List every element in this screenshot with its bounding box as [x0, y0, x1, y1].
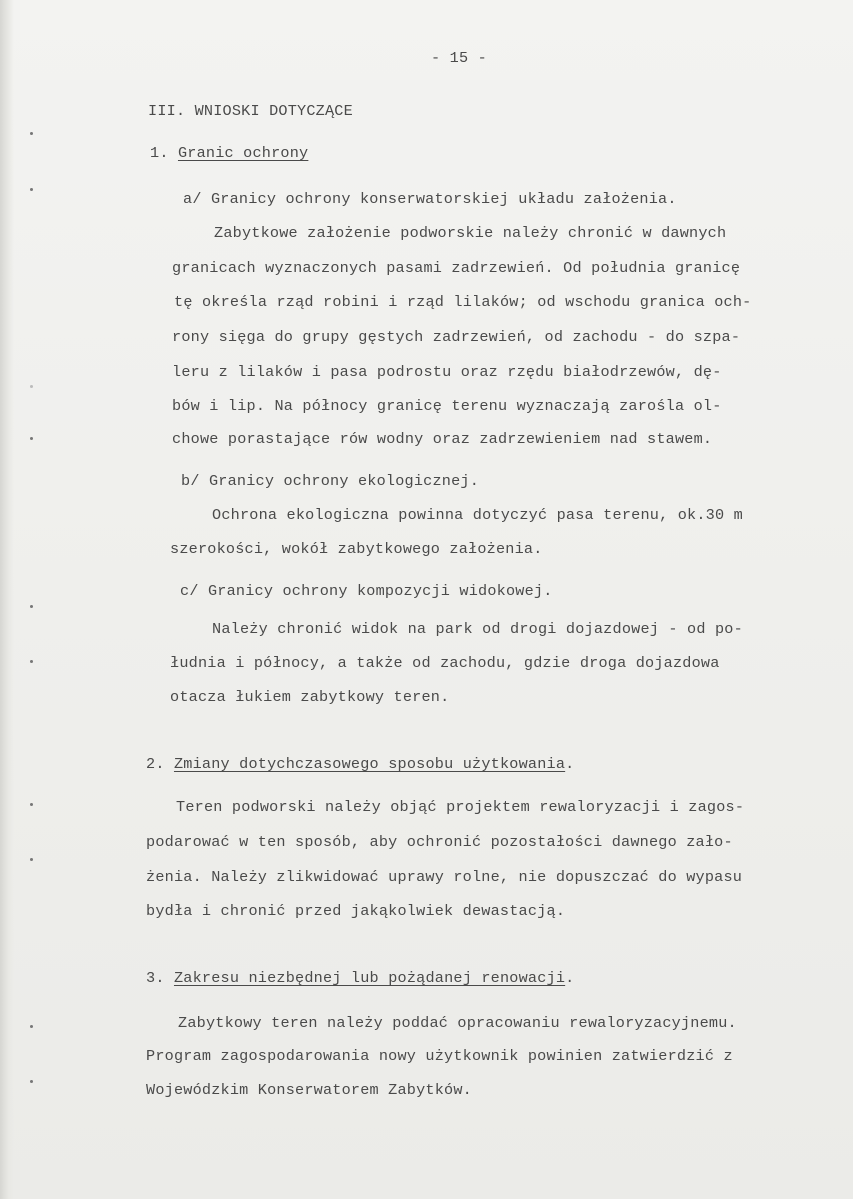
item-2-heading [146, 754, 574, 774]
item-3-title-end: . [565, 969, 575, 987]
sub-b-line: Ochrona ekologiczna powinna dotyczyć pasa terenu, ok.30 m [212, 506, 743, 524]
item-3-title: Zakresu niezbędnej lub pożądanej renowacji [173, 969, 566, 987]
margin-mark [30, 385, 33, 388]
margin-mark [30, 1025, 33, 1028]
sub-a-line: chowe porastające rów wodny oraz zadrzewieniem nad stawem. [172, 430, 713, 448]
margin-mark [30, 660, 33, 663]
item-3-heading [146, 968, 574, 988]
sub-a-line: tę określa rząd robini i rząd lilaków; od wschodu granica och- [174, 293, 752, 311]
sub-a-heading: a/ Granicy ochrony konserwatorskiej układu założenia. [183, 190, 677, 208]
sub-c-line: Należy chronić widok na park od drogi dojazdowej - od po- [212, 620, 743, 638]
page-number: - 15 - [431, 49, 487, 67]
sub-c-heading: c/ Granicy ochrony kompozycji widokowej. [180, 582, 553, 600]
item-1-heading [150, 143, 308, 163]
sub-c-line: łudnia i północy, a także od zachodu, gdzie droga dojazdowa [170, 654, 720, 672]
margin-mark [30, 437, 33, 440]
item-3-line: Zabytkowy teren należy poddać opracowaniu rewaloryzacyjnemu. [178, 1014, 737, 1032]
margin-mark [30, 188, 33, 191]
margin-mark [30, 803, 33, 806]
sub-b-heading: b/ Granicy ochrony ekologicznej. [181, 472, 480, 490]
item-2-title-end: . [565, 755, 575, 773]
item-3-line: Wojewódzkim Konserwatorem Zabytków. [146, 1081, 472, 1099]
item-2-title: Zmiany dotychczasowego sposobu użytkowania [173, 755, 566, 773]
sub-b-line: szerokości, wokół zabytkowego założenia. [170, 540, 543, 558]
item-2-line: bydła i chronić przed jakąkolwiek dewastacją. [146, 902, 566, 920]
section-heading: III. WNIOSKI DOTYCZĄCE [148, 102, 353, 120]
margin-mark [30, 858, 33, 861]
sub-c-line: otacza łukiem zabytkowy teren. [170, 688, 450, 706]
item-1-number: 1. [150, 144, 169, 162]
sub-a-line: Zabytkowe założenie podworskie należy chronić w dawnych [214, 224, 727, 242]
item-1-title: Granic ochrony [177, 144, 309, 162]
margin-mark [30, 605, 33, 608]
margin-mark [30, 132, 33, 135]
sub-a-line: leru z lilaków i pasa podrostu oraz rzędu białodrzewów, dę- [172, 363, 722, 381]
margin-mark [30, 1080, 33, 1083]
item-2-line: Teren podworski należy objąć projektem rewaloryzacji i zagos- [176, 798, 745, 816]
item-2-line: żenia. Należy zlikwidować uprawy rolne, nie dopuszczać do wypasu [146, 868, 743, 886]
item-2-line: podarować w ten sposób, aby ochronić pozostałości dawnego zało- [146, 833, 733, 851]
sub-a-line: granicach wyznaczonych pasami zadrzewień. Od południa granicę [172, 259, 741, 277]
page-edge-shadow [0, 0, 14, 1199]
sub-a-line: bów i lip. Na północy granicę terenu wyznaczają zarośla ol- [172, 397, 722, 415]
sub-a-line: rony sięga do grupy gęstych zadrzewień, od zachodu - do szpa- [172, 328, 741, 346]
item-2-number: 2. [146, 755, 165, 773]
item-3-line: Program zagospodarowania nowy użytkownik powinien zatwierdzić z [146, 1047, 733, 1065]
item-3-number: 3. [146, 969, 165, 987]
